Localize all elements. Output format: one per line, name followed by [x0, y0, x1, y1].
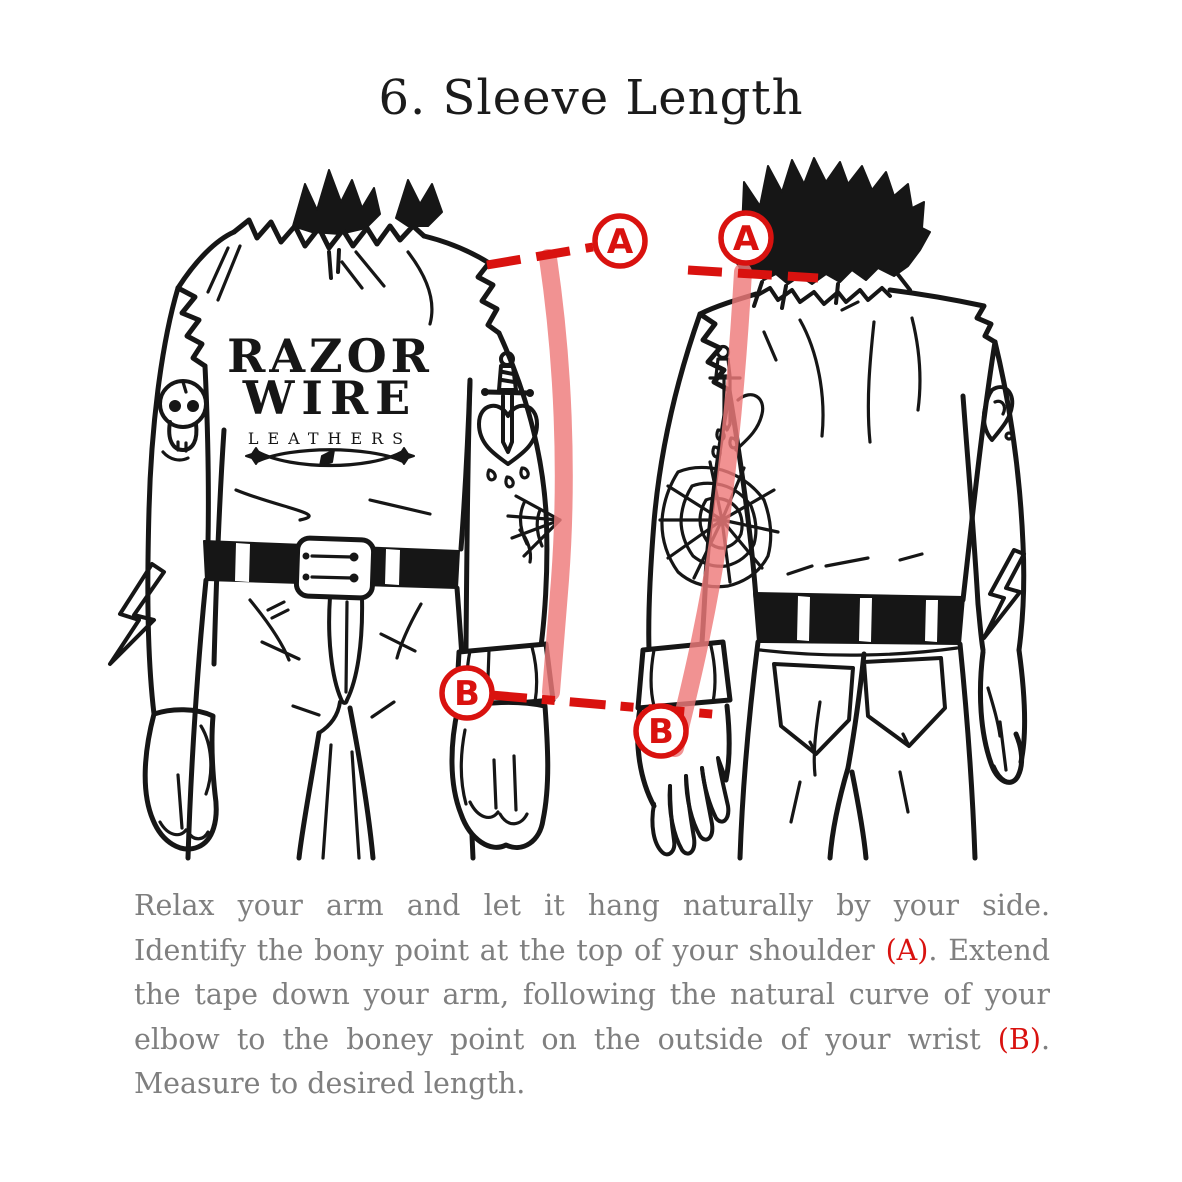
chest-fold-lines [342, 252, 432, 324]
logo-wire: WIRE [242, 371, 418, 425]
marker-a-back-label: A [732, 219, 760, 259]
marker-b-back-label: B [648, 712, 674, 752]
marker-a-reference: (A) [885, 933, 929, 967]
torn-sleeve-left [178, 288, 205, 366]
marker-b-front [442, 668, 492, 718]
logo-leathers: LEATHERS [247, 429, 413, 448]
instruction-line [134, 1018, 1050, 1063]
skull-tattoo [160, 381, 206, 451]
instruction-text: elbow to the boney point on the outside of your wrist [134, 1022, 998, 1056]
instruction-text: Identify the bony point at the top of your shoulder [134, 933, 886, 967]
belt-front [204, 538, 459, 703]
instruction-line [134, 1062, 1050, 1107]
torn-sleeve-right [478, 263, 499, 333]
instruction-line [134, 929, 1050, 974]
instruction-text: Relax your arm and let it hang naturally by your side. [134, 889, 1050, 922]
marker-b-front-label: B [454, 674, 480, 714]
hand-right-fist [452, 702, 548, 847]
marker-b-reference: (B) [997, 1022, 1041, 1056]
instruction-paragraph [134, 884, 1050, 1107]
instruction-text: Measure to desired length. [134, 1067, 526, 1100]
lightning-tattoo-back [984, 550, 1024, 638]
instruction-text: the tape down your arm, following the natural curve of your [134, 978, 1050, 1011]
back-pocket-left [774, 664, 853, 754]
hand-back-right [980, 650, 1024, 782]
page-title: 6. Sleeve Length [378, 70, 804, 126]
back-collar [756, 288, 890, 304]
figure-front [110, 170, 560, 858]
instruction-line [134, 884, 1050, 929]
marker-b-back [636, 706, 686, 756]
marker-a-front-label: A [606, 222, 634, 262]
belt-back [754, 593, 964, 655]
figure-back [638, 158, 1025, 858]
logo-razor: RAZOR [227, 329, 433, 383]
instruction-text: . Extend [928, 933, 1050, 967]
hair-tufts [293, 170, 380, 234]
jeans-back [740, 642, 975, 858]
instruction-text: . [1040, 1022, 1050, 1056]
instruction-line [134, 973, 1050, 1018]
marker-a-front [595, 216, 645, 266]
elbow-web-partial [508, 496, 560, 556]
pocket-slashes [250, 600, 421, 660]
lightning-tattoo [110, 564, 164, 664]
back-fold-lines [764, 302, 922, 574]
marker-a-back [721, 213, 771, 263]
belt-buckle [296, 538, 374, 599]
shirt-logo [227, 329, 433, 466]
measuring-tape-front [548, 258, 564, 692]
back-pocket-right [864, 658, 945, 746]
